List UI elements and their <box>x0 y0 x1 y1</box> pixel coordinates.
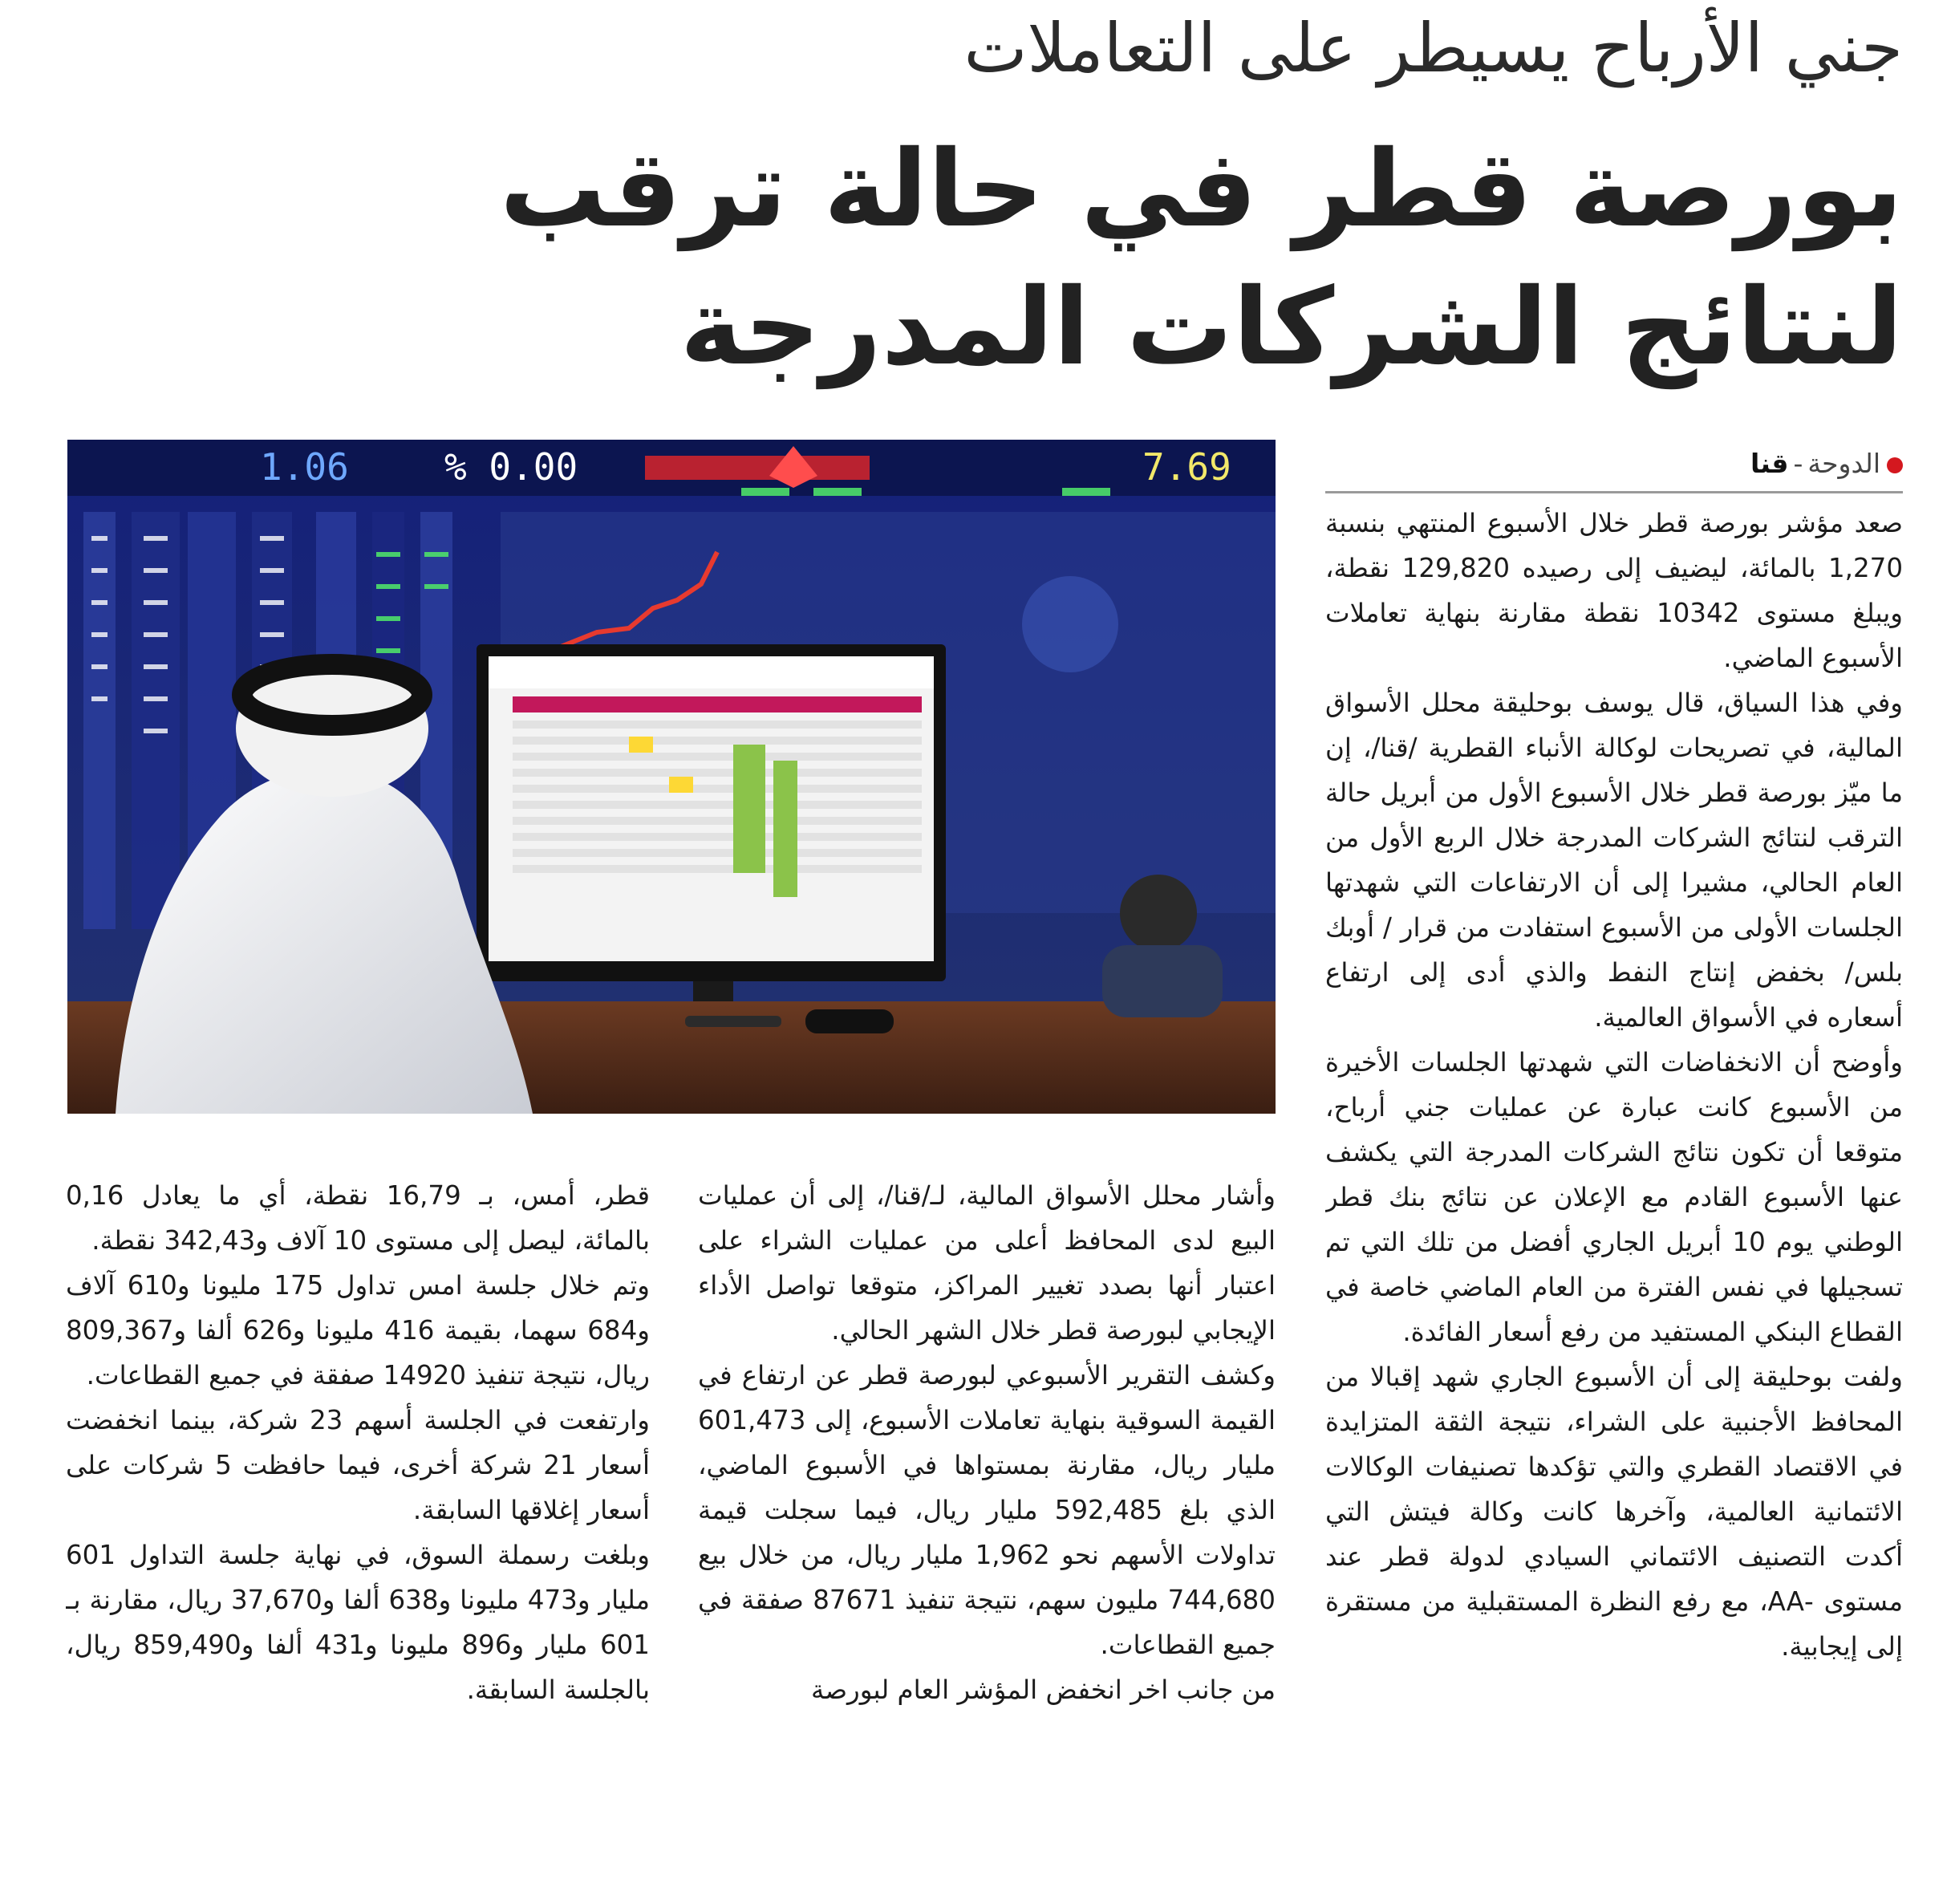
kicker-headline: جني الأرباح يسيطر على التعاملات <box>963 9 1903 87</box>
article-column-left <box>66 1173 650 1879</box>
dateline-agency: قنا <box>1750 448 1789 479</box>
dateline-separator: - <box>1793 448 1803 479</box>
board-value-3: 7.69 <box>1142 445 1231 489</box>
paragraph: وأوضح أن الانخفاضات التي شهدتها الجلسات الأخيرة من الأسبوع كانت عبارة عن عمليات جني أرباح، متوقعا أن تكون نتائج الشركات المدرجة التي يكشف عنها الأسبوع القادم مع الإعلان عن نتائج بنك قطر الوطني يوم 10 أبريل الجاري أفضل من تلك التي تم تسجيلها في نفس الفترة من العام الماضي خاصة في القطاع البنكي المستفيد من رفع أسعار الفائدة. <box>1325 1047 1903 1347</box>
paragraph: من جانب اخر انخفض المؤشر العام لبورصة <box>811 1675 1276 1705</box>
paragraph: ولفت بوحليقة إلى أن الأسبوع الجاري شهد إقبالا من المحافظ الأجنبية على الشراء، نتيجة الثقة المتزايدة في الاقتصاد القطري والتي تؤكدها تصنيفات الوكالات الائتمانية العالمية، وآخرها كانت وكالة فيتش التي أكدت التصنيف الائتماني السيادي لدولة قطر عند مستوى -AA، مع رفع النظرة المستقبلية من مستقرة إلى إيجابية. <box>1325 1362 1903 1662</box>
paragraph: وبلغت رسملة السوق، في نهاية جلسة التداول 601 مليار و473 مليونا و638 ألفا و37,670 ريال، مقارنة بـ 601 مليار و896 مليونا و431 ألفا و859,490 ريال، بالجلسة السابقة. <box>66 1540 650 1705</box>
paragraph: وارتفعت في الجلسة أسهم 23 شركة، بينما انخفضت أسعار 21 شركة أخرى، فيما حافظت 5 شركات على أسعار إغلاقها السابقة. <box>66 1405 650 1525</box>
dateline-city: الدوحة <box>1807 448 1880 479</box>
paragraph: وأشار محلل الأسواق المالية، لـ/قنا/، إلى أن عمليات البيع لدى المحافظ أعلى من عمليات الشراء على اعتبار أنها بصدد تغيير المراكز، متوقعا تواصل الأداء الإيجابي لبورصة قطر خلال الشهر الحالي. <box>698 1180 1276 1346</box>
paragraph: وفي هذا السياق، قال يوسف بوحليقة محلل الأسواق المالية، في تصريحات لوكالة الأنباء القطرية /قنا/، إن ما ميّز بورصة قطر خلال الأسبوع الأول من أبريل حالة الترقب لنتائج الشركات المدرجة خلال الربع الأول من العام الحالي، مشيرا إلى أن الارتفاعات التي شهدتها الجلسات الأولى من الأسبوع استفادت من قرار / أوبك بلس/ بخفض إنتاج النفط والذي أدى إلى ارتفاع أسعاره في الأسواق العالمية. <box>1325 688 1903 1033</box>
article-column-right <box>1325 501 1903 1897</box>
dateline <box>1325 443 1903 493</box>
article-photo <box>67 440 1276 1114</box>
red-dot-icon <box>1887 457 1903 473</box>
photo-illustration <box>67 440 1276 1114</box>
board-value-2: % 0.00 <box>444 445 578 489</box>
headline-line-1: بورصة قطر في حالة ترقب <box>500 128 1903 251</box>
paragraph: صعد مؤشر بورصة قطر خلال الأسبوع المنتهي بنسبة 1,270 بالمائة، ليضيف إلى رصيده 129,820 نقطة، ويبلغ مستوى 10342 نقطة مقارنة بنهاية تعاملات الأسبوع الماضي. <box>1325 508 1903 673</box>
main-headline <box>58 120 1903 409</box>
article-column-middle <box>698 1173 1276 1879</box>
paragraph: قطر، أمس، بـ 16,79 نقطة، أي ما يعادل 0,16 بالمائة، ليصل إلى مستوى 10 آلاف و342,43 نقطة. <box>66 1180 650 1256</box>
headline-line-2: لنتائج الشركات المدرجة <box>679 266 1903 389</box>
paragraph: وكشف التقرير الأسبوعي لبورصة قطر عن ارتفاع في القيمة السوقية بنهاية تعاملات الأسبوع، إلى 601,473 مليار ريال، مقارنة بمستواها في الأسبوع الماضي، الذي بلغ 592,485 مليار ريال، فيما سجلت قيمة تداولات الأسهم نحو 1,962 مليار ريال، من خلال بيع 744,680 مليون سهم، نتيجة تنفيذ 87671 صفقة في جميع القطاعات. <box>698 1360 1276 1660</box>
paragraph: وتم خلال جلسة امس تداول 175 مليونا و610 آلاف و684 سهما، بقيمة 416 مليونا و626 ألفا و809,367 ريال، نتيجة تنفيذ 14920 صفقة في جميع القطاعات. <box>66 1270 650 1390</box>
board-value-1: 1.06 <box>260 445 349 489</box>
